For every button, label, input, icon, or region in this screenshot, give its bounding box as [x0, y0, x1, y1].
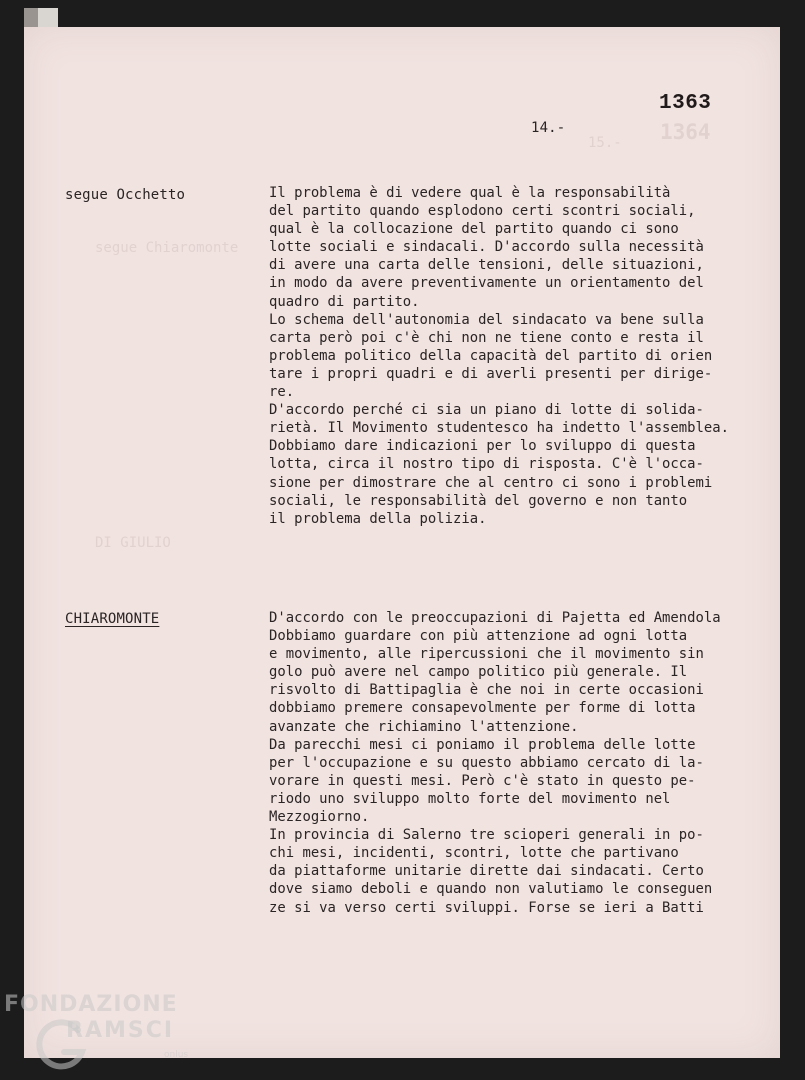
text-line: lotta, circa il nostro tipo di risposta. C'è l'occa-: [269, 456, 704, 473]
text-line: In provincia di Salerno tre scioperi generali in po-: [269, 827, 704, 844]
text-line: lotte sociali e sindacali. D'accordo sulla necessità: [269, 239, 704, 256]
bleed-through-page-number: 15.-: [588, 135, 622, 151]
text-line: D'accordo con le preoccupazioni di Pajetta ed Amendola: [269, 610, 721, 626]
text-line: Lo schema dell'autonomia del sindacato va bene sulla: [269, 311, 704, 328]
watermark-line-1: FONDAZIONE: [4, 992, 178, 1017]
text-line: riodo uno sviluppo molto forte del movimento nel: [269, 790, 671, 807]
speech-block-chiaromonte: [269, 609, 721, 917]
text-line: qual è la collocazione del partito quando ci sono: [269, 221, 679, 238]
text-line: avanzate che richiamino l'attenzione.: [269, 718, 579, 735]
text-line: golo può avere nel campo politico più generale. Il: [269, 664, 688, 681]
text-line: sione per dimostrare che al centro ci sono i problemi: [269, 474, 713, 491]
text-line: tare i propri quadri e di averli presenti per dirige-: [269, 365, 713, 382]
text-line: in modo da avere preventivamente un orientamento del: [269, 275, 704, 292]
text-line: il problema della polizia.: [269, 510, 487, 527]
text-line: Dobbiamo guardare con più attenzione ad ogni lotta: [269, 628, 688, 645]
text-line: carta però poi c'è chi non ne tiene conto e resta il: [269, 329, 704, 346]
text-line: dobbiamo premere consapevolmente per forme di lotta: [269, 700, 696, 717]
speech-block-occhetto: [269, 184, 729, 528]
watermark-line-2: RAMSCI: [66, 1018, 175, 1043]
text-line: problema politico della capacità del partito di orien: [269, 347, 713, 364]
text-line: del partito quando esplodono certi scontri sociali,: [269, 203, 696, 220]
text-line: ze si va verso certi sviluppi. Forse se ieri a Batti: [269, 899, 704, 916]
archive-stamp-number: 1363: [659, 92, 712, 115]
text-line: Dobbiamo dare indicazioni per lo sviluppo di questa: [269, 438, 696, 455]
text-line: per l'occupazione e su questo abbiamo cercato di la-: [269, 754, 704, 771]
text-line: dove siamo deboli e quando non valutiamo le conseguen: [269, 881, 713, 898]
text-line: sociali, le responsabilità del governo e non tanto: [269, 492, 688, 509]
bleed-through-giulio: DI GIULIO: [95, 535, 171, 551]
speaker-label-chiaromonte: CHIAROMONTE: [65, 611, 160, 627]
fondazione-gramsci-watermark: [4, 992, 204, 1072]
text-line: chi mesi, incidenti, scontri, lotte che partivano: [269, 845, 679, 862]
bleed-through-speaker: segue Chiaromonte: [95, 240, 239, 256]
text-line: Mezzogiorno.: [269, 809, 370, 826]
text-line: di avere una carta delle tensioni, delle situazioni,: [269, 257, 704, 274]
text-line: Il problema è di vedere qual è la responsabilità: [269, 185, 671, 201]
page-number: 14.-: [531, 120, 566, 136]
text-line: e movimento, alle ripercussioni che il movimento sin: [269, 646, 704, 663]
text-line: D'accordo perché ci sia un piano di lotte di solida-: [269, 402, 704, 419]
text-line: re.: [269, 384, 295, 401]
text-line: risvolto di Battipaglia è che noi in certe occasioni: [269, 682, 704, 699]
text-line: rietà. Il Movimento studentesco ha indetto l'assemblea.: [269, 420, 729, 437]
text-line: da piattaforme unitarie dirette dai sindacati. Certo: [269, 863, 704, 880]
text-line: quadro di partito.: [269, 293, 420, 310]
text-line: Da parecchi mesi ci poniamo il problema delle lotte: [269, 736, 696, 753]
watermark-subtitle: onlus: [164, 1050, 189, 1060]
text-line: vorare in questi mesi. Però c'è stato in questo pe-: [269, 772, 696, 789]
bleed-through-archive-number: 1364: [660, 120, 711, 144]
speaker-label-occhetto: segue Occhetto: [65, 187, 186, 203]
